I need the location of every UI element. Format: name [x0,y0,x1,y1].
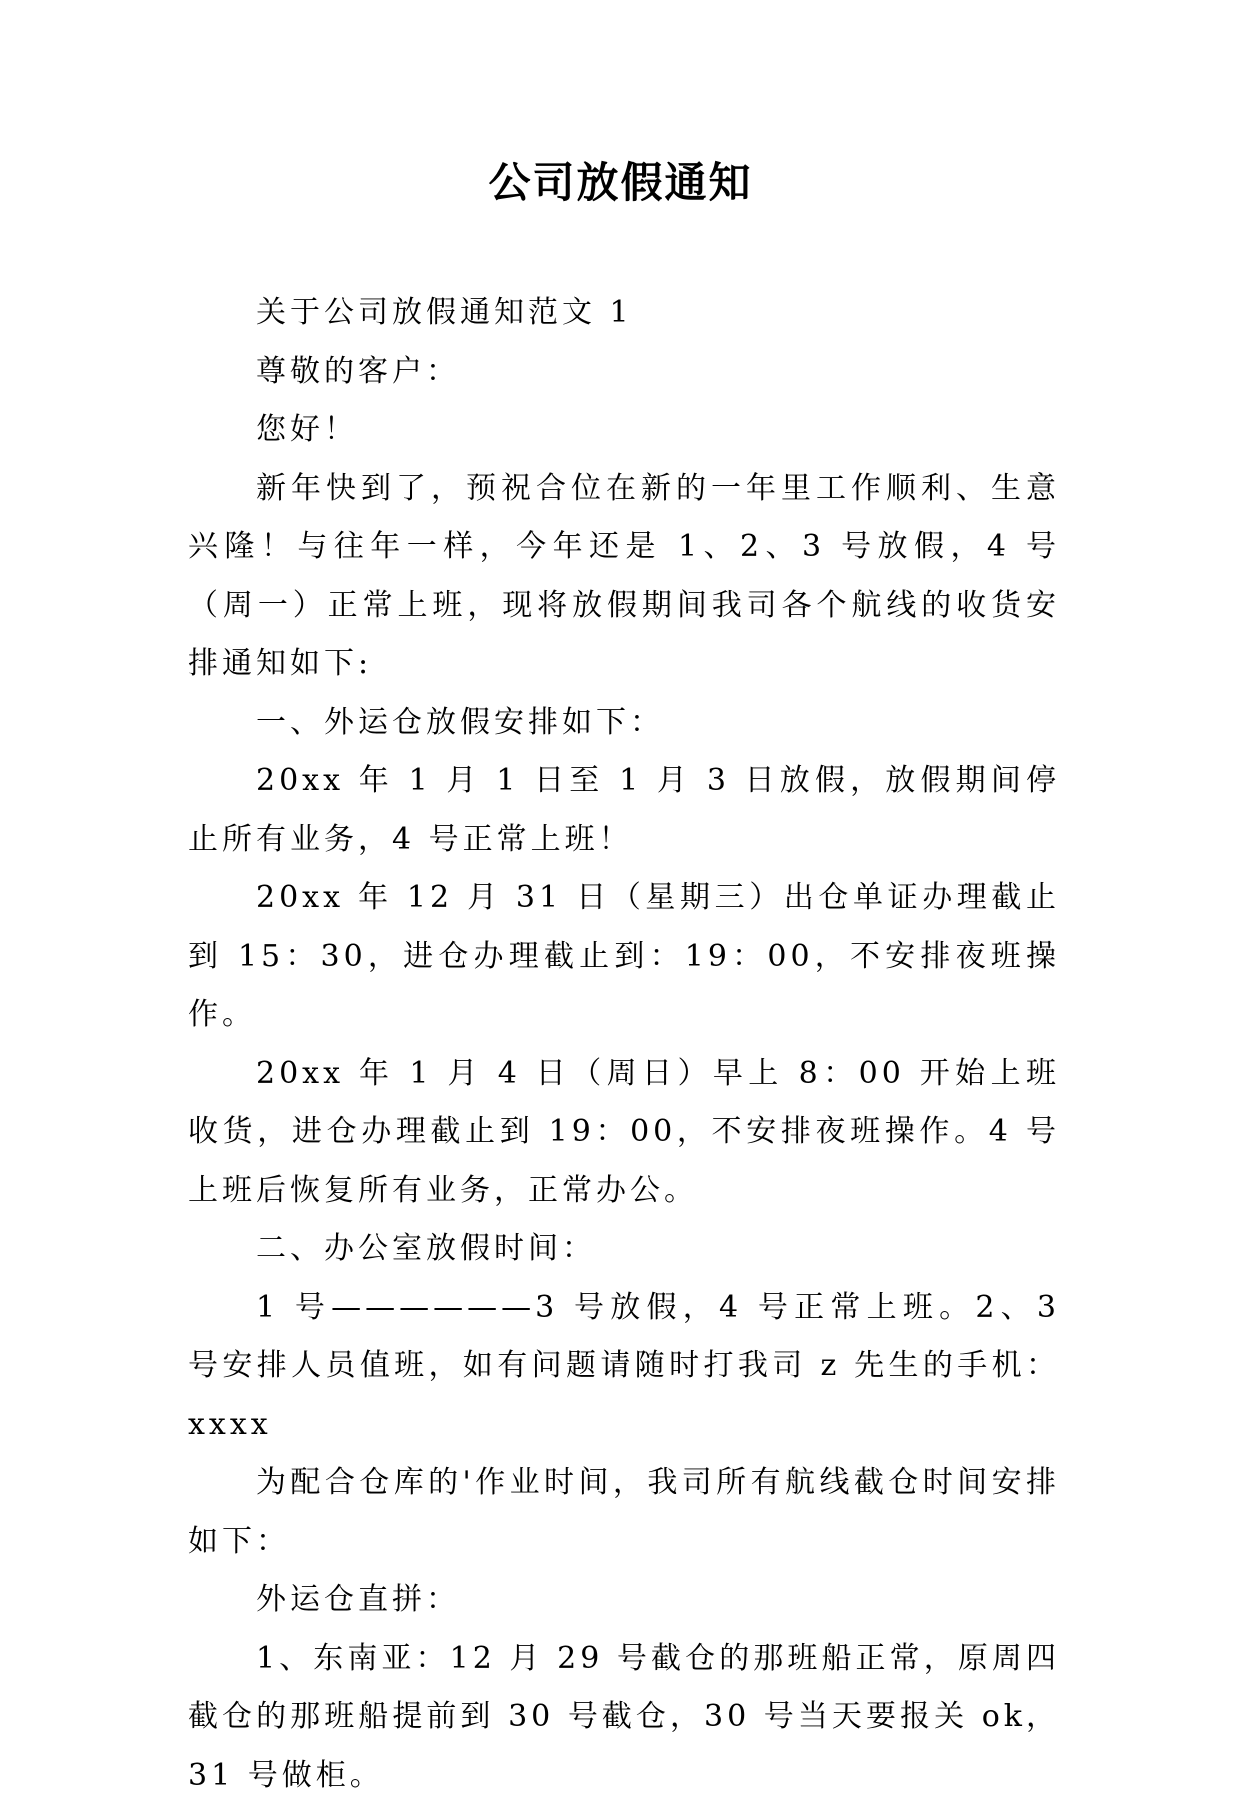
paragraph-salutation: 尊敬的客户： [188,343,1060,402]
document-body [188,284,1060,1805]
paragraph-holiday-dates: 20xx 年 1 月 1 日至 1 月 3 日放假，放假期间停止所有业务，4 号正常上班！ [188,752,1060,869]
document-title: 公司放假通知 [0,150,1241,210]
paragraph-southeast-asia: 1、东南亚：12 月 29 号截仓的那班船正常，原周四截仓的那班船提前到 30 号截仓，30 号当天要报关 ok，31 号做柜。 [188,1630,1060,1805]
paragraph-intro: 新年快到了，预祝合位在新的一年里工作顺利、生意兴隆！与往年一样，今年还是 1、2、3 号放假，4 号（周一）正常上班，现将放假期间我司各个航线的收货安排通知如下: [188,460,1060,694]
paragraph-greeting: 您好！ [188,401,1060,460]
paragraph-section-two: 二、办公室放假时间： [188,1220,1060,1279]
paragraph-office-duty: 1 号——————3 号放假，4 号正常上班。2、3 号安排人员值班，如有问题请随时打我司 z 先生的手机：xxxx [188,1279,1060,1455]
paragraph-direct-consolidation: 外运仓直拼： [188,1571,1060,1630]
paragraph-heading: 关于公司放假通知范文 1 [188,284,1060,343]
paragraph-section-one: 一、外运仓放假安排如下： [188,694,1060,753]
paragraph-route-schedule: 为配合仓库的'作业时间，我司所有航线截仓时间安排如下： [188,1454,1060,1571]
paragraph-jan4-resume: 20xx 年 1 月 4 日（周日）早上 8：00 开始上班收货，进仓办理截止到 19：00，不安排夜班操作。4 号上班后恢复所有业务，正常办公。 [188,1045,1060,1221]
paragraph-dec31-cutoff: 20xx 年 12 月 31 日（星期三）出仓单证办理截止到 15：30，进仓办理截止到：19：00，不安排夜班操作。 [188,869,1060,1045]
